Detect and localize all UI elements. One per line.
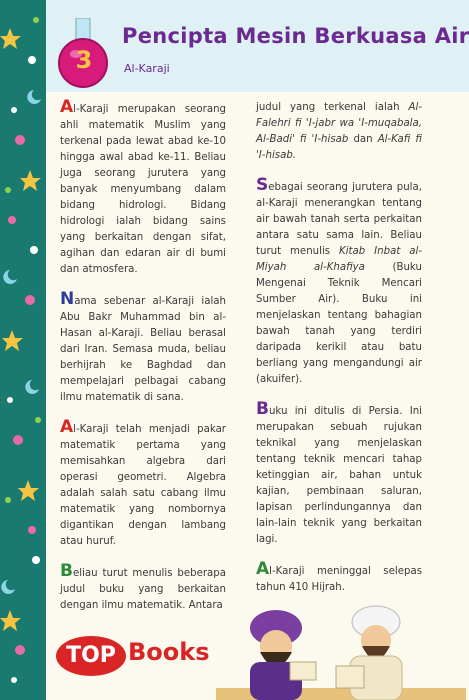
paragraph-text: (Buku Mengenai Teknik Mencari Sumber Air). Buku ini menjelaskan tentang bahagian bawah tanah yang terdiri daripada kerikil atau batu berliang yang mengandungi air (akuifer). (256, 262, 422, 385)
drop-cap: S (256, 175, 269, 195)
decorative-border (0, 0, 46, 700)
chapter-number: 3 (75, 46, 93, 74)
logo-top: TOP (56, 636, 126, 676)
drop-cap: B (60, 561, 73, 581)
drop-cap: A (256, 559, 270, 579)
topbooks-logo (46, 616, 210, 696)
paragraph (60, 417, 226, 550)
drop-cap: A (60, 97, 74, 117)
paragraph (60, 97, 226, 278)
paragraph-text: eliau turut menulis beberapa judul buku yang berkaitan dengan ilmu matematik. Antara (60, 568, 226, 611)
paragraph (256, 399, 422, 548)
left-column (60, 97, 226, 628)
paragraph (60, 561, 226, 614)
book-title: Kitab Inbat al-Miyah al-Khafiya (256, 246, 423, 273)
paragraph-text: ama sebenar al-Karaji ialah Abu Bakr Muhammad bin al-Hasan al-Karaji. Beliau berasal dari Iran. Semasa muda, beliau berhijrah ke Baghdad dan mempelajari pelbagai cabang ilmu matematik di sana. (60, 296, 226, 403)
page (46, 0, 469, 700)
paragraph (256, 175, 423, 388)
page-title: Pencipta Mesin Berkuasa Air (122, 24, 469, 48)
paragraph-text: l-Karaji telah menjadi pakar matematik pertama yang memisahkan algebra dari operasi geometri. Algebra adalah salah satu cabang ilmu matematik yang nombornya digantikan dengan lambang atau huruf. (60, 424, 226, 547)
scholars-illustration (216, 600, 466, 700)
paragraph-text: dan (353, 134, 373, 145)
logo-books: Books (128, 638, 210, 666)
paragraph-text: l-Karaji meninggal selepas tahun 410 Hijrah. (256, 566, 422, 593)
paragraph-text: l-Karaji merupakan seorang ahli matematik Muslim yang terkenal pada lewat abad ke-10 hingga awal abad ke-11. Beliau juga seorang jurutera yang banyak menyumbang dalam bidang hidrologi. Bidang hidrologi ialah bidang sains yang berkaitan dengan sifat, agihan dan edaran air di bumi dan atmosfera. (60, 104, 226, 275)
header (46, 0, 469, 92)
book-titles: Al-Falehri fi 'I-jabr wa 'I-muqabala, Al-Badi' fi 'I-hisab (256, 102, 422, 145)
drop-cap: N (60, 289, 75, 309)
right-column (256, 100, 422, 610)
paragraph (256, 559, 422, 596)
paragraph-text: judul yang terkenal ialah (256, 102, 400, 113)
drop-cap: B (256, 399, 269, 419)
paragraph-text: ebagai seorang jurutera pula, al-Karaji menerangkan tentang air bawah tanah serta perkaitan antara satu sama lain. Beliau turut menulis (256, 182, 422, 257)
drop-cap: A (60, 417, 74, 437)
page-subtitle: Al-Karaji (124, 62, 170, 75)
paragraph-text: uku ini ditulis di Persia. Ini merupakan sebuah rujukan teknikal yang menjelaskan tentang teknik mencari tahap ketinggian air, bahan untuk kajian, pembinaan saluran, lapisan perlindungannya dan lain-lain teknik yang berkaitan lagi. (256, 406, 422, 545)
paragraph (256, 100, 422, 164)
book-title: Al-Kafi fi 'I-hisab. (256, 134, 422, 161)
paragraph (60, 289, 226, 406)
border-pattern (0, 0, 46, 700)
